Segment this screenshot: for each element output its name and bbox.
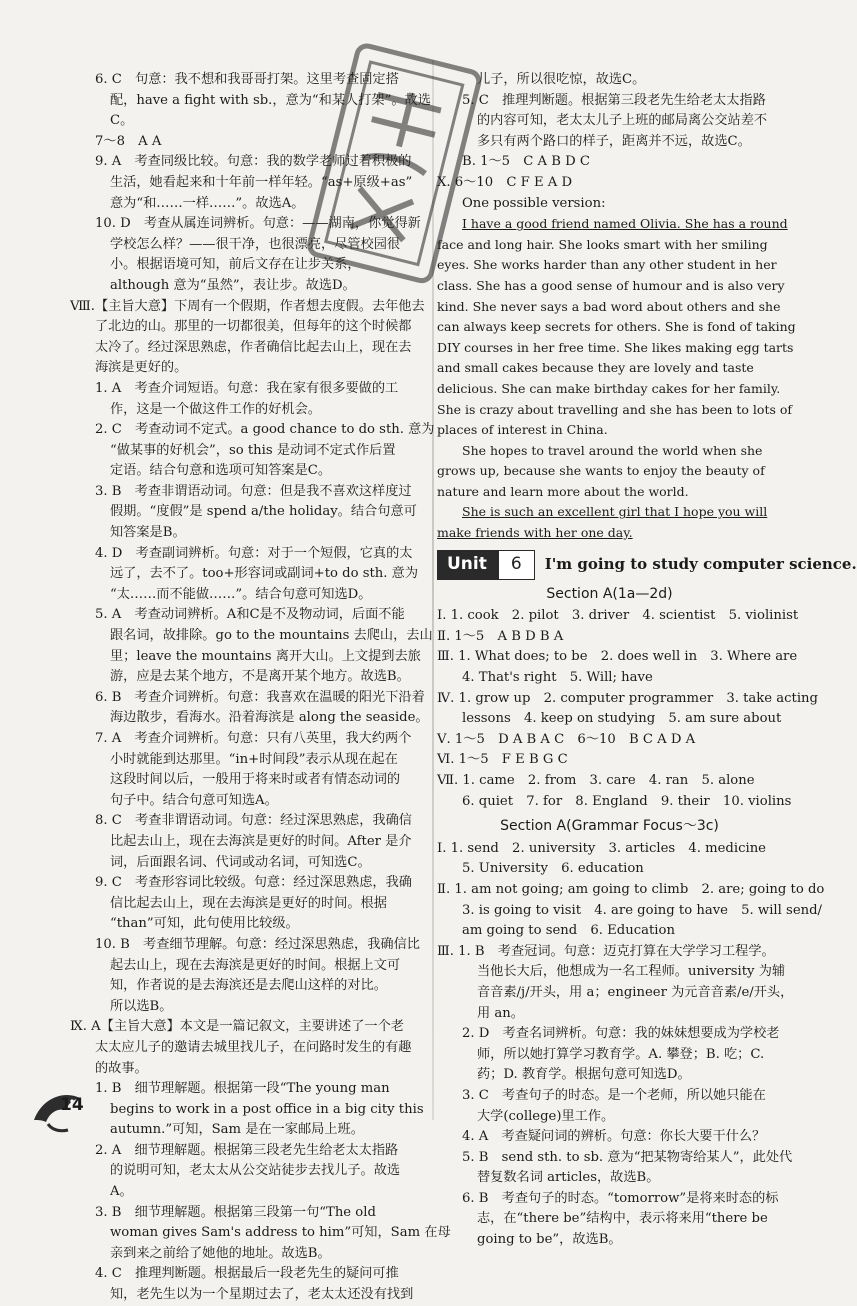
text-line: 的内容可知，老太太儿子上班的邮局离公交站差不 [477, 113, 768, 129]
text-line: Ⅳ. 1. grow up 2. computer programmer 3. take acting [437, 690, 818, 706]
text-line: lessons 4. keep on studying 5. am sure about [462, 711, 782, 727]
text-line: 6. quiet 7. for 8. England 9. their 10. violins [462, 793, 792, 809]
text-line: B. 1～5 C A B D C [462, 154, 590, 170]
text-line: 这段时间以后，一般用于将来时或者有情态动词的 [110, 772, 401, 788]
text-line: 用 an。 [477, 1005, 524, 1021]
text-line: grows up, because she wants to enjoy the beauty of [437, 463, 765, 479]
text-line: face and long hair. She looks smart with her smiling [437, 236, 768, 252]
text-line: Ⅰ. 1. send 2. university 3. articles 4. medicine [437, 840, 766, 856]
text-line: 1. A 考查介词短语。句意：我在家有很多要做的工 [95, 380, 399, 396]
text-line: 知答案是B。 [110, 525, 186, 541]
text-line: 海滨是更好的。 [95, 360, 188, 376]
text-line: 意为“和……一样……”。故选A。 [110, 195, 305, 211]
text-line: eyes. She works harder than any other student in her [437, 257, 777, 273]
text-line: Ⅹ. 6～10 C F E A D [437, 174, 573, 190]
text-line: 5. University 6. education [462, 861, 644, 877]
text-line: places of interest in China. [437, 422, 608, 438]
text-line: 音音素/j/开头，用 a；engineer 为元音音素/e/开头， [477, 984, 794, 1000]
text-line: 起去山上，现在去海滨是更好的时间。根据上文可 [110, 957, 401, 973]
text-line: 生活，她看起来和十年前一样年轻。“as+原级+as” [110, 174, 413, 190]
text-line: 小。根据语境可知，前后文存在让步关系， [110, 257, 361, 273]
text-line: 5. A 考查动词辨析。A和C是不及物动词，后面不能 [95, 607, 405, 623]
text-line: 所以选B。 [110, 998, 173, 1014]
text-line: 5. B send sth. to sb. 意为“把某物寄给某人”，此处代 [462, 1149, 793, 1165]
sample-essay [437, 214, 796, 544]
text-line: going to be”，故选B。 [477, 1232, 622, 1248]
text-line: kind. She never says a bad word about others and she [437, 298, 781, 314]
text-line: 小时就能到达那里。“in+时间段”表示从现在起在 [110, 751, 398, 767]
text-line: 药；D. 教育学。根据句意可知选D。 [477, 1067, 691, 1083]
text-line: 当他长大后，他想成为一名工程师。university 为辅 [477, 964, 786, 980]
text-line: 远了，去不了。too+形容词或副词+to do sth. 意为 [110, 566, 419, 582]
text-line: Ⅱ. 1. am not going; am going to climb 2. are; going to do [437, 881, 825, 897]
unit-header [437, 550, 857, 580]
text-line: She is crazy about travelling and she has been to lots of [437, 401, 793, 417]
text-line: Ⅱ. 1～5 A B D B A [437, 628, 564, 644]
text-line: Ⅲ. 1. B 考查冠词。句意：迈克打算在大学学习工程学。 [437, 943, 775, 959]
text-line: 2. A 细节理解题。根据第三段老先生给老太太指路 [95, 1142, 399, 1158]
text-line: Ⅸ. A【主旨大意】本文是一篇记叙文，主要讲述了一个老 [70, 1019, 404, 1035]
text-line: 比起去山上，现在去海滨是更好的时间。After 是介 [110, 833, 412, 849]
text-line: 学校怎么样？——很干净，也很漂亮，尽管校园很 [110, 236, 401, 252]
text-line: 大学(college)里工作。 [477, 1108, 615, 1124]
section-title: Section A(Grammar Focus～3c) [500, 818, 719, 835]
text-line: DIY courses in her free time. She likes making egg tarts [437, 339, 794, 355]
text-line: 6. B 考查句子的时态。“tomorrow”是将来时态的标 [462, 1190, 779, 1206]
text-line: “than”可知，此句使用比较级。 [110, 916, 299, 932]
text-line: 2. C 考查动词不定式。a good chance to do sth. 意为 [95, 422, 435, 438]
text-line: 假期。“度假”是 spend a/the holiday。结合句意可 [110, 504, 417, 520]
text-line: Ⅶ. 1. came 2. from 3. care 4. ran 5. alone [437, 773, 755, 788]
text-line: “太……而不能做……”。结合句意可知选D。 [110, 586, 372, 602]
text-line: autumn.”可知，Sam 是在一家邮局上班。 [110, 1122, 364, 1138]
text-line: 7. A 考查介词辨析。句意：只有八英里，我大约两个 [95, 731, 412, 746]
text-line: Ⅴ. 1～5 D A B A C 6～10 B C A D A [437, 731, 696, 747]
text-line: C。 [110, 113, 134, 129]
text-line: 8. C 考查非谓语动词。句意：经过深思熟虑，我确信 [95, 813, 412, 829]
text-line: woman gives Sam's address to him”可知，Sam 在母 [110, 1225, 451, 1241]
text-line: 6. B 考查介词辨析。句意：我喜欢在温暖的阳光下沿着 [95, 689, 425, 705]
text-line: delicious. She can make birthday cakes for her family. [437, 380, 781, 396]
unit-title: I'm going to study computer science. [544, 555, 857, 574]
text-line: 太冷了。经过深思熟虑，作者确信比起去山上，现在去 [95, 339, 412, 355]
text-line: 信比起去山上，现在去海滨是更好的时间。根据 [110, 895, 387, 911]
text-line: 1. B 细节理解题。根据第一段“The young man [95, 1081, 390, 1097]
text-line: 志，在“there be”结构中，表示将来用“there be [477, 1211, 768, 1227]
text-line: 了北边的山。那里的一切都很美，但每年的这个时候都 [95, 319, 412, 335]
text-line: 5. C 推理判断题。根据第三段老先生给老太太指路 [462, 92, 766, 108]
text-line: She hopes to travel around the world when she [462, 442, 763, 458]
text-line: am going to send 6. Education [462, 923, 675, 939]
text-line: 4. C 推理判断题。根据最后一段老先生的疑问可推 [95, 1266, 399, 1282]
section-2-answers [437, 839, 825, 1251]
unit-number: 6 [499, 550, 535, 580]
page-number: 14 [60, 1095, 84, 1115]
unit-label: Unit [437, 550, 499, 580]
text-line: Ⅵ. 1～5 F E B G C [437, 752, 568, 768]
text-line: 游，应是去某个地方，不是离开某个地方。故选B。 [110, 669, 410, 685]
text-line: 定语。结合句意和选项可知答案是C。 [110, 463, 332, 479]
text-line: can always keep secrets for others. She is fond of taking [437, 319, 796, 335]
text-line: A。 [110, 1184, 133, 1200]
text-line: 4. That's right 5. Will; have [462, 670, 653, 686]
text-line: 3. C 考查句子的时态。是一个老师，所以她只能在 [462, 1087, 766, 1103]
text-line: make friends with her one day. [437, 525, 633, 541]
text-line: 海边散步，看海水。沿着海滨是 along the seaside。 [110, 710, 429, 726]
text-line: 多只有两个路口的样子，距离并不远，故选C。 [477, 133, 751, 149]
text-line: 里；leave the mountains 离开大山。上文提到去旅 [110, 648, 421, 664]
right-column [437, 70, 857, 1251]
text-line: begins to work in a post office in a big city this [110, 1101, 424, 1117]
text-line: 4. D 考查副词辨析。句意：对于一个短假，它真的太 [95, 545, 413, 561]
text-line: 10. D 考查从属连词辨析。句意：——湖南，你觉得新 [95, 216, 421, 232]
text-line: and small cakes because they are lovely and taste [437, 360, 754, 376]
text-line: 的说明可知，老太太从公交站徒步去找儿子。故选 [110, 1163, 401, 1179]
text-line: 亲到来之前给了她他的地址。故选B。 [110, 1245, 331, 1261]
text-line: “做某事的好机会”，so this 是动词不定式作后置 [110, 442, 396, 458]
text-line: She is such an excellent girl that I hope you will [462, 504, 768, 520]
text-line: Ⅲ. 1. What does; to be 2. does well in 3. Where are [437, 649, 798, 665]
section-title: Section A(1a—2d) [546, 585, 673, 602]
text-line: although 意为“虽然”，表让步。故选D。 [110, 277, 356, 293]
text-line: 师，所以她打算学习教育学。A. 攀登；B. 吃；C. [477, 1046, 765, 1062]
text-line: Ⅰ. 1. cook 2. pilot 3. driver 4. scientist 5. violinist [437, 608, 799, 624]
text-line: 9. C 考查形容词比较级。句意：经过深思熟虑，我确 [95, 875, 412, 891]
text-line: nature and learn more about the world. [437, 483, 689, 499]
text-line: 3. B 考查非谓语动词。句意：但是我不喜欢这样度过 [95, 483, 412, 499]
text-line: 太太应儿子的邀请去城里找儿子，在问路时发生的有趣 [95, 1039, 412, 1055]
text-line: 3. is going to visit 4. are going to have 5. will send/ [462, 902, 822, 918]
text-line: 句子中。结合句意可知选A。 [110, 792, 278, 808]
text-line: I have a good friend named Olivia. She has a round [462, 216, 788, 232]
text-line: 6. C 句意：我不想和我哥哥打架。这里考查固定搭 [95, 72, 399, 87]
text-line: 知，作者说的是去海滨还是去爬山这样的对比。 [110, 978, 387, 994]
text-line: 配，have a fight with sb.，意为“和某人打架”。故选 [110, 92, 431, 108]
answers-continued [437, 70, 782, 214]
text-line: class. She has a good sense of humour and is also very [437, 277, 785, 293]
text-line: 2. D 考查名词辨析。句意：我的妹妹想要成为学校老 [462, 1026, 780, 1042]
text-line: 替复数名词 articles，故选B。 [477, 1170, 660, 1186]
text-line: 3. B 细节理解题。根据第三段第一句“The old [95, 1204, 376, 1220]
text-line: Ⅷ.【主旨大意】下周有一个假期，作者想去度假。去年他去 [70, 298, 425, 314]
text-line: 4. A 考查疑问词的辨析。句意：你长大要干什么？ [462, 1129, 766, 1145]
text-line: 的故事。 [95, 1060, 148, 1076]
text-line: 跟名词，故排除。go to the mountains 去爬山，去山 [110, 628, 433, 644]
text-line: 词，后面跟名词、代词或动名词，可知选C。 [110, 854, 371, 870]
section-1-answers [437, 606, 818, 812]
publisher-stamp-icon [305, 45, 475, 295]
text-line: 10. B 考查细节理解。句意：经过深思熟虑，我确信比 [95, 936, 420, 952]
text-line: 7～8 A A [95, 133, 162, 149]
text-line: 儿子，所以很吃惊，故选C。 [477, 72, 646, 87]
text-line: 作，这是一个做这件工作的好机会。 [110, 401, 321, 417]
text-line: One possible version: [462, 195, 606, 211]
text-line: 9. A 考查同级比较。句意：我的数学老师过着积极的 [95, 154, 412, 170]
text-line: 知，老先生以为一个星期过去了，老太太还没有找到 [110, 1287, 414, 1303]
